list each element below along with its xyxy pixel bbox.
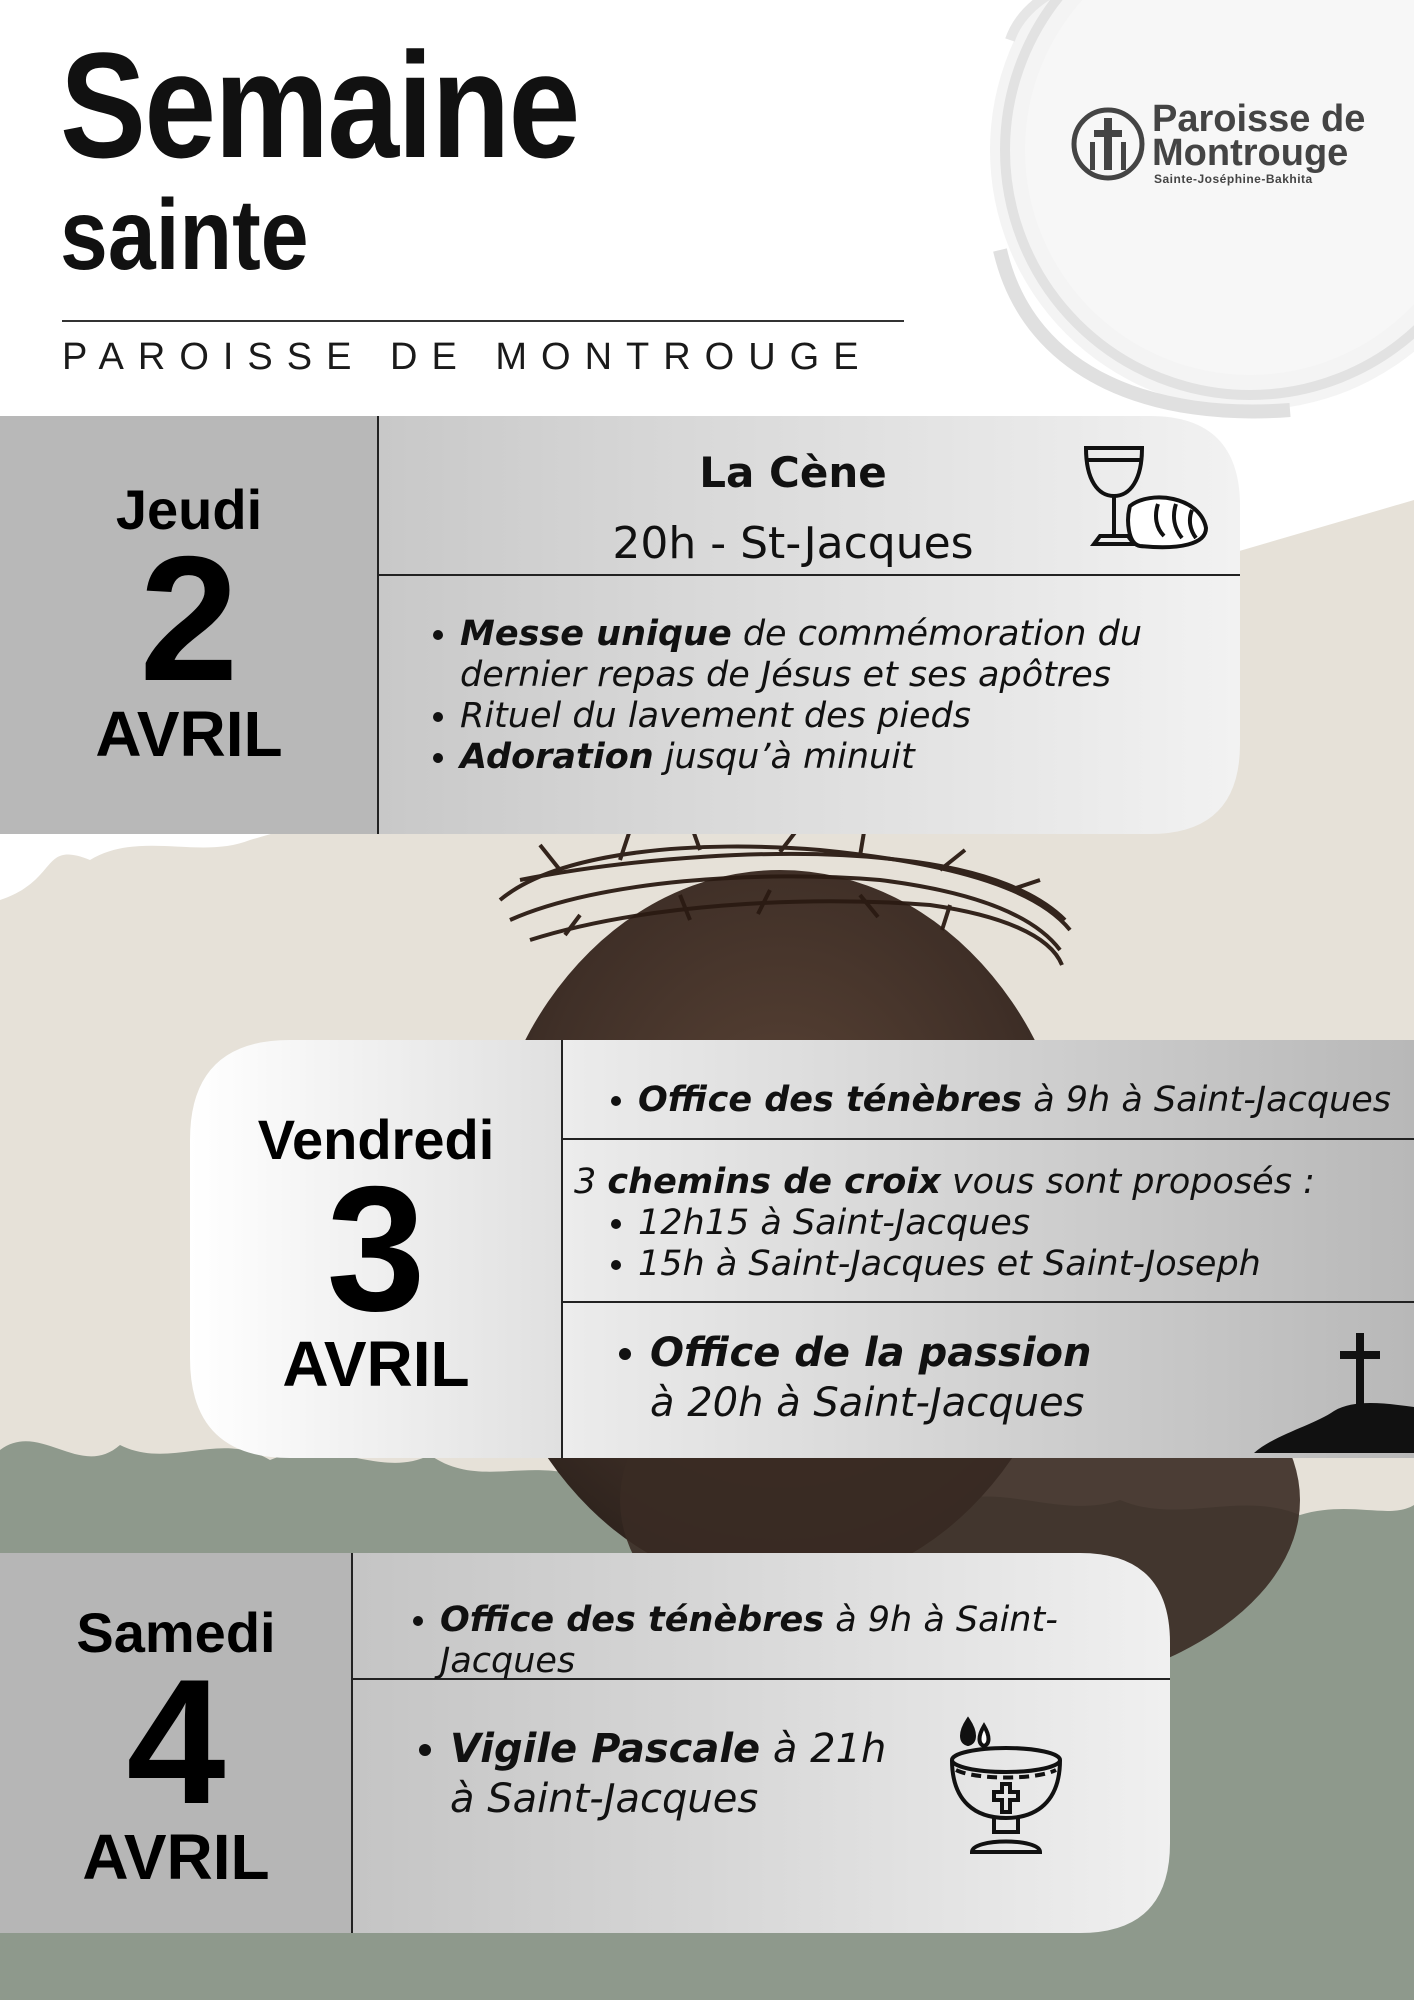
friday-month: AVRIL	[282, 1328, 470, 1400]
list-item: • 12h15 à Saint-Jacques	[638, 1203, 1404, 1244]
thursday-divider-horizontal	[378, 574, 1240, 576]
friday-divider-2	[562, 1301, 1414, 1303]
saturday-office-tenebres	[398, 1600, 1158, 1682]
list-item: • 15h à Saint-Jacques et Saint-Joseph	[638, 1244, 1404, 1285]
page-title-line2: sainte	[60, 179, 309, 291]
friday-chemins-de-croix: 3 chemins de croix vous sont proposés : • 12h15 à Saint-Jacques • 15h à Saint-Jacques et Saint-Joseph	[574, 1162, 1404, 1285]
list-item: • Messe unique de commémoration du dernier repas de Jésus et ses apôtres	[460, 614, 1218, 696]
baptismal-font-icon	[946, 1714, 1066, 1864]
list-item: • Vigile Pascale à 21h à Saint-Jacques	[450, 1724, 966, 1824]
church-cross-icon	[1068, 104, 1148, 184]
saturday-divider-vertical	[351, 1553, 353, 1933]
page-title-line1: Semaine	[60, 21, 579, 189]
friday-number: 3	[326, 1149, 426, 1348]
saturday-vigile-pascale	[406, 1724, 966, 1824]
friday-dayname: Vendredi	[257, 1108, 495, 1171]
thursday-number: 2	[139, 519, 239, 718]
saturday-number: 4	[126, 1642, 226, 1841]
thursday-dayname: Jeudi	[115, 478, 263, 541]
parish-logo	[1068, 100, 1388, 200]
list-item: • Office des ténèbres à 9h à Saint-Jacques	[440, 1600, 1158, 1682]
friday-divider-1	[562, 1138, 1414, 1140]
logo-name-line1: Paroisse de	[1152, 98, 1366, 140]
list-item: • Rituel du lavement des pieds	[460, 696, 1218, 737]
logo-name-line2: Montrouge	[1152, 132, 1349, 174]
chalice-bread-icon	[1080, 440, 1210, 560]
thursday-date	[0, 470, 378, 780]
friday-office-passion	[600, 1328, 1300, 1428]
thursday-month: AVRIL	[95, 698, 283, 770]
title-divider	[62, 320, 904, 322]
logo-tagline: Sainte-Joséphine-Bakhita	[1154, 172, 1313, 186]
page-subtitle: PAROISSE DE MONTROUGE	[62, 336, 873, 378]
friday-office-tenebres	[596, 1080, 1396, 1121]
saturday-month: AVRIL	[82, 1821, 270, 1893]
list-item: • Office de la passion à 20h à Saint-Jacques	[650, 1328, 1300, 1428]
thursday-event-time: 20h - St-Jacques	[612, 518, 974, 569]
cross-on-hill-icon	[1254, 1325, 1414, 1455]
saturday-date	[0, 1598, 352, 1898]
friday-divider-vertical	[561, 1040, 563, 1458]
friday-date	[190, 1100, 562, 1410]
thursday-event-title: La Cène	[699, 448, 887, 497]
thursday-details	[418, 614, 1218, 778]
saturday-dayname: Samedi	[76, 1601, 276, 1664]
list-item: • Adoration jusqu’à minuit	[460, 737, 1218, 778]
list-item: • Office des ténèbres à 9h à Saint-Jacques	[638, 1080, 1396, 1121]
